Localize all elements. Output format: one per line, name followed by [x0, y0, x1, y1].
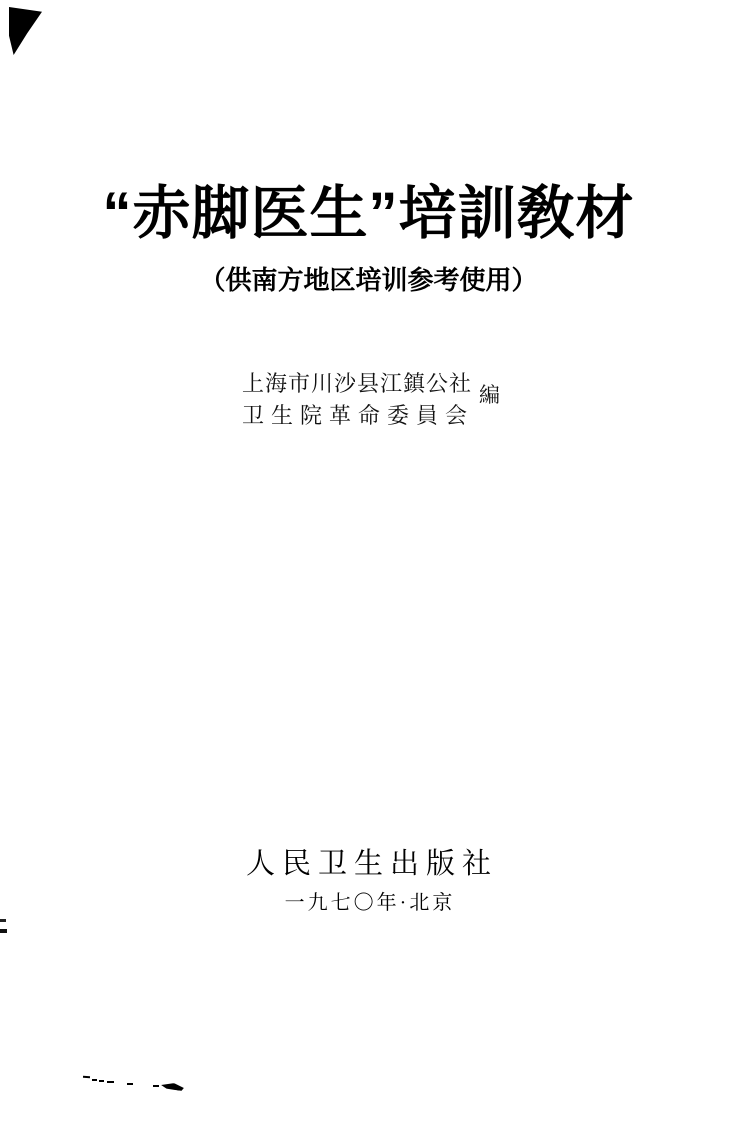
scan-smudge-left-edge [0, 929, 7, 933]
scan-smudge-corner [9, 7, 42, 55]
editor-label: 編 [479, 383, 500, 407]
author-line-1: 上海市川沙县江鎮公社 [242, 371, 473, 396]
scan-smudge-bottom [161, 1082, 185, 1091]
scan-smudge-bottom [92, 1079, 97, 1081]
edition-line: 一九七〇年·北京 [284, 892, 456, 914]
scan-smudge-bottom [107, 1081, 114, 1083]
author-block [242, 368, 474, 432]
scan-smudge-left-edge [0, 919, 6, 922]
scan-smudge-bottom [83, 1076, 90, 1078]
book-title: “赤脚医生”培訓敎材 [102, 181, 635, 246]
publisher-name: 人民卫生出版社 [245, 848, 498, 880]
scan-smudge-bottom [127, 1083, 133, 1085]
scan-smudge-bottom [153, 1085, 159, 1087]
author-line-2: 卫生院革命委員会 [242, 403, 475, 428]
book-subtitle: （供南方地区培训参考使用） [199, 265, 538, 295]
scan-smudge-bottom [99, 1080, 104, 1082]
